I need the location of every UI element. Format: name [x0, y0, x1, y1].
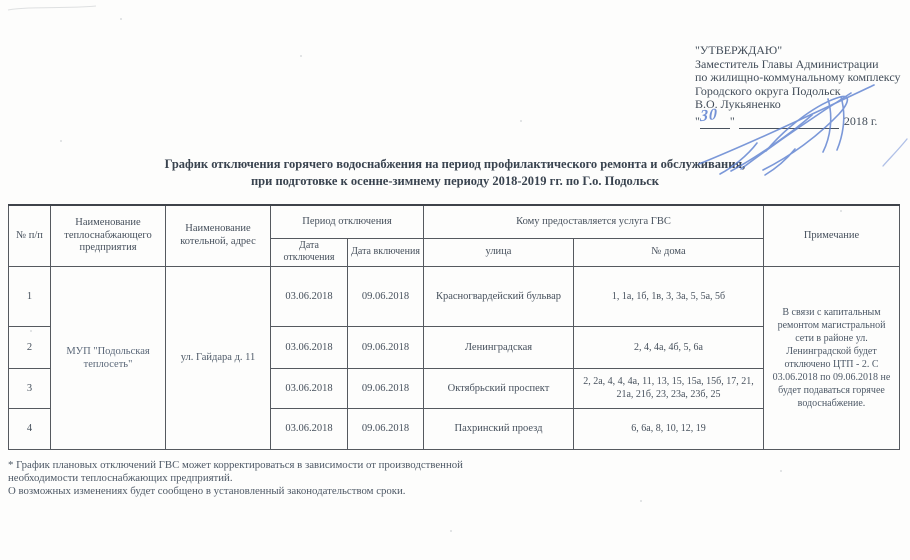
col-header-street: улица [424, 238, 574, 266]
houses-cell: 2, 2а, 4, 4, 4а, 11, 13, 15, 15а, 15б, 17, 21, 21а, 21б, 23, 23а, 23б, 25 [574, 368, 764, 408]
date-off-cell: 03.06.2018 [271, 266, 348, 326]
col-header-note: Примечание [764, 205, 900, 266]
footnote-line2: необходимости теплоснабжающих предприятий. [8, 471, 233, 484]
col-header-houses: № дома [574, 238, 764, 266]
scan-speckle [520, 120, 522, 122]
houses-cell: 2, 4, 4а, 4б, 5, 6а [574, 326, 764, 368]
col-header-date-on: Дата включения [348, 238, 424, 266]
scan-speckle [640, 500, 642, 502]
approval-line: Городского округа Подольск [695, 83, 841, 98]
approval-line: по жилищно-коммунальному комплексу [695, 70, 901, 85]
scan-speckle [120, 18, 122, 20]
document-title [0, 156, 910, 190]
scan-speckle [60, 140, 62, 142]
col-header-num: № п/п [9, 205, 51, 266]
street-cell: Красногвардейский бульвар [424, 266, 574, 326]
note-cell: В связи с капитальным ремонтом магистральной сети в районе ул. Ленинградской будет отключено ЦТП - 2. С 03.06.2018 по 09.06.2018 не будет подаваться горячее водоснабжение. [764, 266, 900, 449]
scan-speckle [840, 210, 842, 212]
street-cell: Пахринский проезд [424, 408, 574, 449]
date-on-cell: 09.06.2018 [348, 368, 424, 408]
date-off-cell: 03.06.2018 [271, 326, 348, 368]
scan-speckle [30, 330, 32, 332]
approval-title: "УТВЕРЖДАЮ" [695, 43, 783, 57]
footnote-line1: * График плановых отключений ГВС может корректироваться в зависимости от производственной [8, 459, 463, 471]
row-number: 4 [9, 408, 51, 449]
row-number: 2 [9, 326, 51, 368]
date-off-cell: 03.06.2018 [271, 408, 348, 449]
shutdown-schedule-table [8, 204, 900, 450]
company-cell: МУП "Подольская теплосеть" [51, 266, 166, 449]
street-cell: Октябрьский проспект [424, 368, 574, 408]
date-on-cell: 09.06.2018 [348, 326, 424, 368]
approval-line: Заместитель Главы Администрации [695, 56, 879, 71]
scan-speckle [300, 55, 302, 57]
handwritten-day: 30 [699, 105, 719, 126]
scan-speckle [200, 480, 202, 482]
footnote [8, 459, 463, 497]
table-header-row [9, 205, 900, 238]
col-header-company: Наименование теплоснабжающего предприятия [51, 205, 166, 266]
col-header-service: Кому предоставляется услуга ГВС [424, 205, 764, 238]
approval-block [695, 44, 907, 129]
col-header-boiler: Наименование котельной, адрес [166, 205, 271, 266]
approval-year: 2018 г. [843, 113, 878, 128]
houses-cell: 6, 6а, 8, 10, 12, 19 [574, 408, 764, 449]
month-blank-line [739, 117, 839, 129]
date-on-cell: 09.06.2018 [348, 408, 424, 449]
scan-speckle [780, 470, 782, 472]
quote-mark: " [695, 113, 700, 128]
row-number: 1 [9, 266, 51, 326]
col-header-date-off: Дата отключения [271, 238, 348, 266]
houses-cell: 1, 1а, 1б, 1в, 3, 3а, 5, 5а, 5б [574, 266, 764, 326]
quote-mark: " [729, 113, 735, 128]
document-title-line2: при подготовке к осенне-зимнему периоду 2018-2019 гг. по Г.о. Подольск [250, 174, 659, 188]
date-off-cell: 03.06.2018 [271, 368, 348, 408]
footnote-line3: О возможных изменениях будет сообщено в установленный законодательством сроки. [8, 484, 406, 497]
street-cell: Ленинградская [424, 326, 574, 368]
approval-line: В.О. Лукьяненко [695, 97, 781, 112]
row-number: 3 [9, 368, 51, 408]
boiler-cell: ул. Гайдара д. 11 [166, 266, 271, 449]
col-header-period: Период отключения [271, 205, 424, 238]
approval-date-line [695, 105, 907, 129]
scan-speckle [450, 530, 452, 532]
table-row [9, 266, 900, 326]
document-title-line1: График отключения горячего водоснабжения на период профилактического ремонта и обслуживания, [164, 157, 746, 171]
date-on-cell: 09.06.2018 [348, 266, 424, 326]
